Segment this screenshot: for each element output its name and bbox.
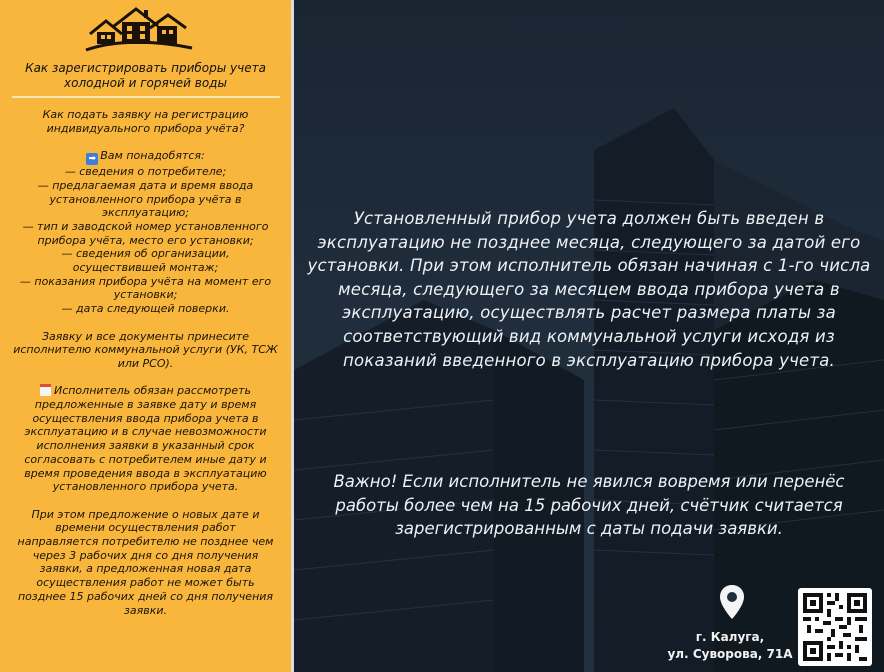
question-paragraph [4, 108, 287, 135]
text-line: — показания прибора учёта на момент его [19, 274, 272, 288]
text-line: показаний введенного в эксплуатацию прибора учета. [343, 350, 835, 370]
text-line: Вам понадобятся: [100, 149, 205, 163]
text-line: или РСО). [117, 356, 174, 370]
address-city: г. Калуга, [695, 630, 765, 644]
text-line: — предлагаемая дата и время ввода [37, 178, 254, 192]
text-line: соответствующий вид коммунальной услуги исходя из [343, 326, 835, 346]
text-line: осуществившей монтаж; [72, 261, 219, 275]
title-line: Как зарегистрировать приборы учета [25, 61, 266, 75]
text-line: заявки, а предложенная новая дата [39, 562, 252, 576]
qr-code-icon[interactable] [798, 588, 872, 666]
text-line: установки. При этом исполнитель обязан начиная с 1-го числа [307, 256, 871, 276]
text-line: Важно! Если исполнитель не явился вовремя или перенёс [333, 472, 845, 491]
divider [12, 96, 280, 98]
content-panel [294, 0, 884, 672]
text-line: эксплуатацию и в случае невозможности [24, 425, 267, 439]
calendar-icon [40, 384, 51, 396]
page-title [6, 61, 285, 91]
text-line: индивидуального прибора учёта? [46, 121, 245, 135]
text-line: эксплуатацию, осуществлять расчет размера платы за [342, 303, 836, 323]
text-line: месяца, следующего за месяцем ввода прибора учета в [338, 279, 840, 299]
text-line: установленного прибора учета. [52, 480, 239, 494]
arrow-right-icon: ➡ [86, 153, 98, 165]
text-line: зарегистрированным с даты подачи заявки. [395, 519, 783, 539]
text-line: Исполнитель обязан рассмотреть [53, 384, 252, 398]
text-line: При этом предложение о новых дате и [31, 507, 260, 521]
text-line: исполнителю коммунальной услуги (УК, ТСЖ [13, 343, 278, 357]
text-line: предложенные в заявке дату и время [34, 398, 257, 412]
address-street: ул. Суворова, 71А [667, 647, 793, 661]
houses-logo-icon [84, 4, 194, 54]
text-line: работы более чем на 15 рабочих дней, счётчик считается [335, 495, 843, 515]
text-line: Заявку и все документы принесите [42, 329, 249, 343]
text-line: Как подать заявку на регистрацию [42, 108, 249, 121]
text-line: исполнения заявки в указанный срок [36, 439, 255, 453]
text-line: установленного прибора учёта в [49, 192, 242, 206]
needed-paragraph [4, 149, 287, 316]
text-line: заявки. [124, 603, 167, 617]
text-line: через 3 рабочих дня со дня получения [32, 548, 259, 562]
text-line: — тип и заводской номер установленного [22, 219, 269, 233]
text-line: осуществления ввода прибора учета в [32, 411, 259, 425]
text-line: эксплуатацию не позднее месяца, следующего за датой его [317, 232, 861, 252]
text-line: осуществления работ не может быть [36, 576, 255, 590]
proposal-paragraph [4, 508, 287, 618]
location-pin-icon [719, 584, 745, 620]
important-note [294, 470, 884, 541]
info-panel [0, 0, 291, 672]
text-line: — сведения об организации, [61, 247, 230, 261]
text-line: направляется потребителю не позднее чем [17, 535, 274, 549]
main-statement [294, 207, 884, 372]
text-line: прибора учёта, место его установки; [37, 233, 254, 247]
text-line: установки; [113, 288, 178, 302]
text-line: время проведения ввода в эксплуатацию [24, 466, 267, 480]
address [664, 629, 796, 663]
submit-paragraph [4, 330, 287, 371]
text-line: Установленный прибор учета должен быть введен в [353, 209, 825, 228]
text-line: — дата следующей поверки. [61, 302, 230, 316]
text-line: позднее 15 рабочих дней со дня получения [17, 589, 274, 603]
obliged-paragraph [4, 384, 287, 494]
text-line: эксплуатацию; [102, 206, 189, 220]
title-line: холодной и горячей воды [64, 76, 227, 90]
text-line: — сведения о потребителе; [64, 165, 227, 179]
instructions-text [4, 108, 287, 631]
text-line: согласовать с потребителем иные дату и [24, 452, 267, 466]
text-line: времени осуществления работ [55, 521, 236, 535]
